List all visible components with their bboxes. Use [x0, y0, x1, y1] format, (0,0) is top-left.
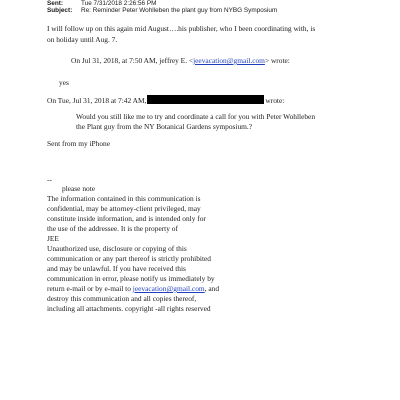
signature-dashes: --: [47, 175, 52, 184]
quoted-text-line-1: Would you still like me to try and coordinate a call for you with Peter Wohlleben: [76, 112, 316, 121]
disclaimer-line: destroy this communication and all copies thereof,: [47, 294, 197, 303]
quote-header-1-prefix: On Jul 31, 2018, at 7:50 AM, jeffrey E. <: [71, 56, 194, 65]
quote-header-2-suffix: wrote:: [265, 96, 285, 105]
notify-suffix: , and: [204, 284, 220, 293]
reply-yes: yes: [59, 78, 69, 87]
quote-header-1-suffix: > wrote:: [264, 56, 290, 65]
disclaimer-line: Unauthorized use, disclosure or copying of this: [47, 244, 187, 253]
quoted-text-line-2: the Plant guy from the NY Botanical Gardens symposium.?: [76, 122, 253, 131]
quote-header-2-prefix: On Tue, Jul 31, 2018 at 7:42 AM,: [47, 96, 147, 105]
sent-from-iphone: Sent from my iPhone: [47, 139, 111, 148]
sent-value: Tue 7/31/2018 2:26:56 PM: [81, 0, 157, 7]
notify-prefix: return e-mail or by e-mail to: [47, 284, 133, 293]
quote-header-2: [47, 95, 284, 106]
disclaimer-line: and may be unlawful. If you have received this: [47, 264, 186, 273]
sent-label: Sent:: [47, 0, 63, 7]
disclaimer-line: communication in error, please notify us immediately by: [47, 274, 215, 283]
reply-paragraph-line-2: on holiday until Aug. 7.: [47, 35, 118, 44]
jeevacation-email-link[interactable]: jeevacation@gmail.com: [193, 56, 265, 65]
disclaimer-line: JEE: [47, 234, 59, 243]
redaction-block: [147, 95, 264, 104]
jeevacation-email-link[interactable]: jeevacation@gmail.com: [132, 284, 205, 293]
subject-row: [47, 7, 277, 15]
disclaimer-line: including all attachments. copyright -all rights reserved: [47, 304, 211, 313]
subject-value: Re: Reminder Peter Wohlleben the plant guy from NYBG Symposium: [81, 7, 278, 14]
signature-please-note: please note: [62, 184, 96, 193]
disclaimer-line: confidential, may be attorney-client privileged, may: [47, 204, 201, 213]
disclaimer-line: communication or any part thereof is strictly prohibited: [47, 254, 211, 263]
disclaimer-line: The information contained in this communication is: [47, 194, 201, 203]
subject-label: Subject:: [47, 7, 73, 14]
disclaimer-line: the use of the addressee. It is the property of: [47, 224, 178, 233]
disclaimer-line: constitute inside information, and is intended only for: [47, 214, 206, 223]
disclaimer-notify-line: [47, 284, 219, 294]
quote-header-1: [71, 56, 290, 66]
reply-paragraph-line-1: I will follow up on this again mid August….his publisher, who I been coordinating with, is: [47, 24, 316, 33]
